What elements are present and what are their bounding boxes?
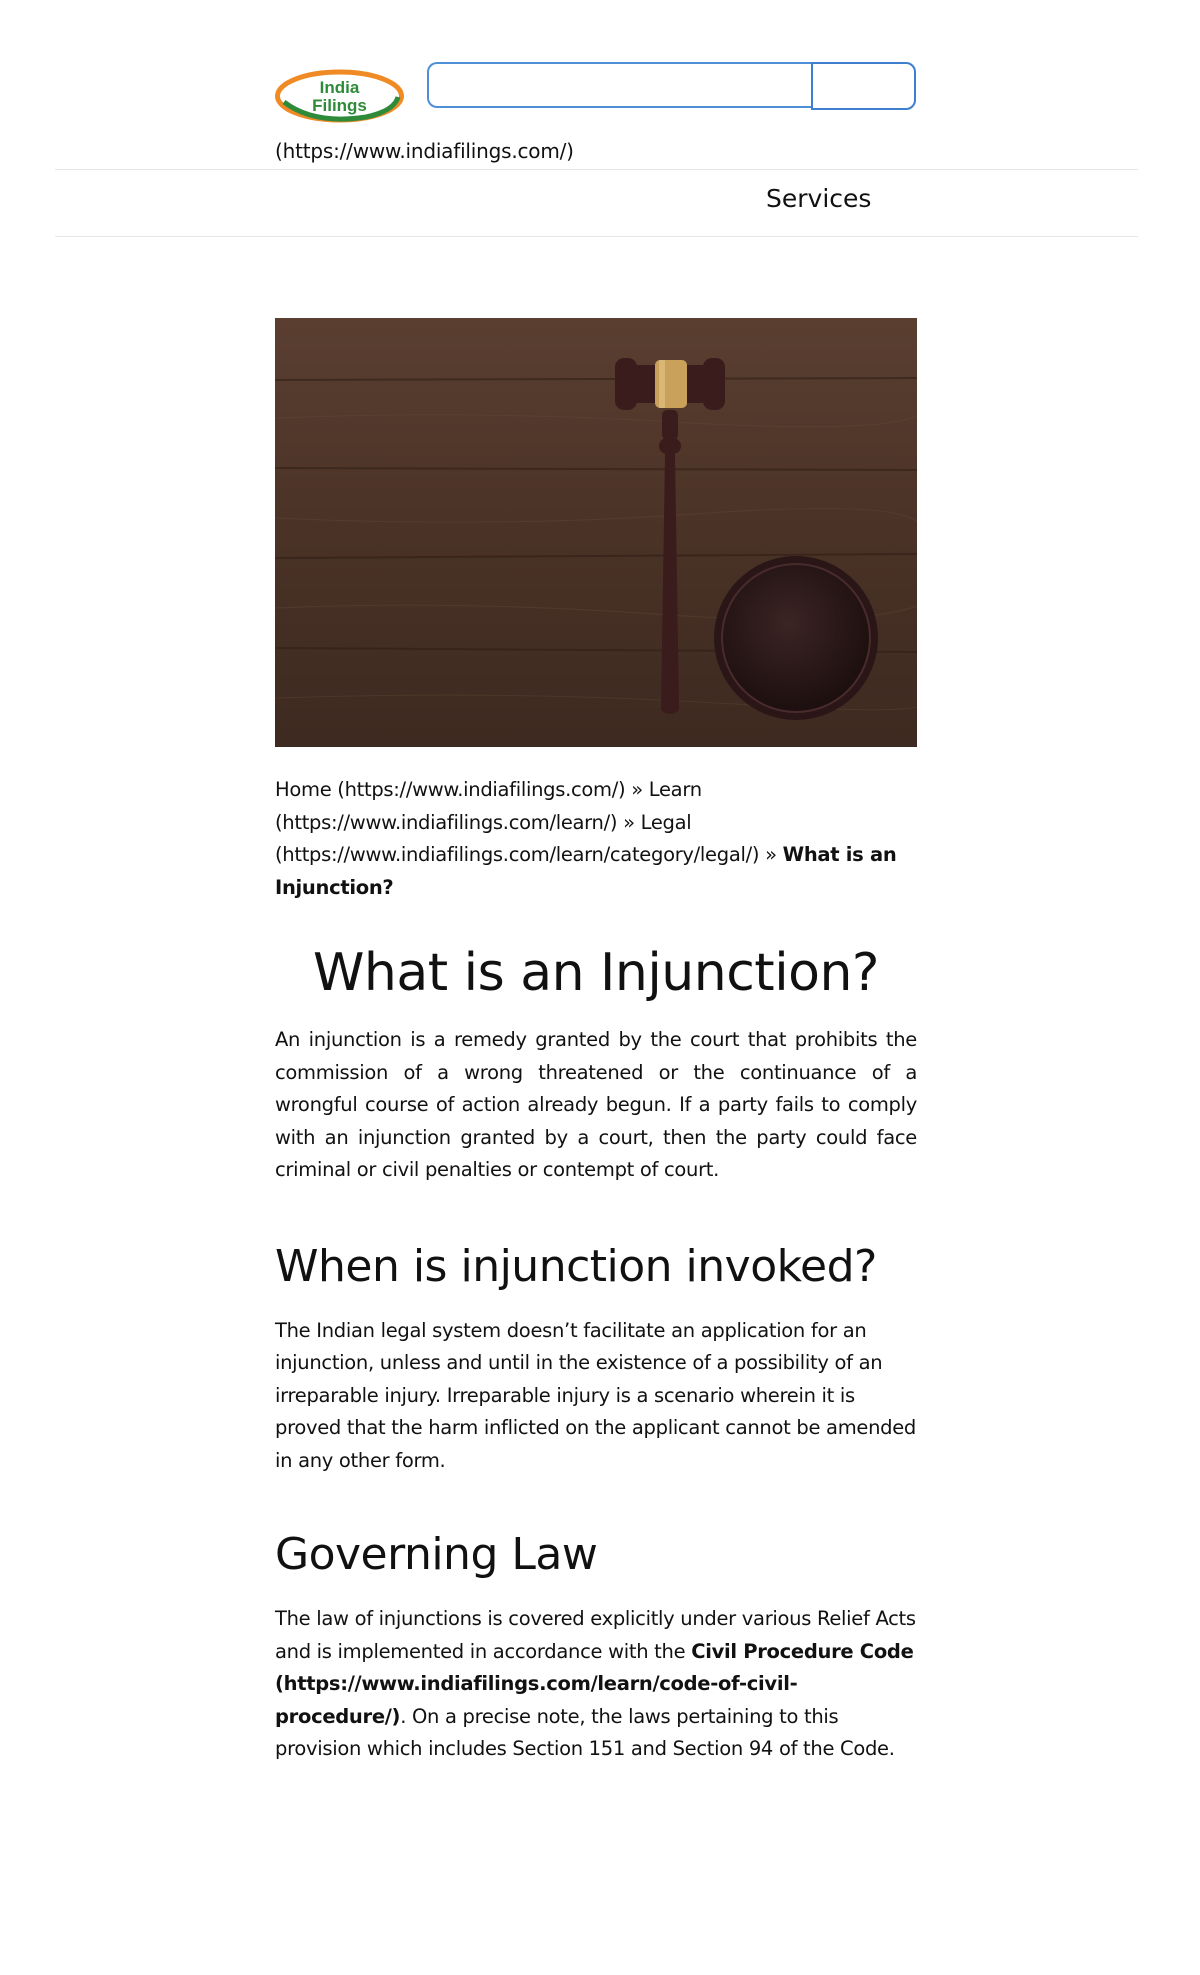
civil-procedure-code-link[interactable]: Civil Procedure Code (https://www.indiafilings.com/learn/code-of-civil-procedure/) <box>275 1639 914 1728</box>
breadcrumb <box>275 774 925 904</box>
page-title: What is an Injunction? <box>312 943 880 1003</box>
nav-divider-bottom <box>55 236 1138 237</box>
heading-when-invoked: When is injunction invoked? <box>275 1240 877 1292</box>
search-button[interactable] <box>811 62 916 110</box>
logo-line1: India <box>319 78 360 97</box>
breadcrumb-separator: » <box>631 778 643 801</box>
logo-url-link[interactable]: (https://www.indiafilings.com/) <box>275 139 574 163</box>
governing-law-text-after: . On a precise note, the laws pertaining to this provision which includes Section 151 and Section 94 of the Code. <box>275 1704 895 1760</box>
when-invoked-paragraph: The Indian legal system doesn’t facilitate an application for an injunction, unless and until in the existence of a possibility of an irreparable injury. Irreparable injury is a scenario wherein it is proved that the harm inflicted on the applicant cannot be amended in any other form. <box>275 1318 916 1472</box>
gavel-image <box>275 318 917 747</box>
breadcrumb-separator: » <box>623 810 635 834</box>
breadcrumb-legal-link[interactable]: Legal (https://www.indiafilings.com/learn/category/legal/) <box>275 810 760 866</box>
article <box>275 940 917 1766</box>
search-input[interactable] <box>427 62 813 108</box>
breadcrumb-separator: » <box>765 843 777 866</box>
intro-paragraph: An injunction is a remedy granted by the court that prohibits the commission of a wrong threatened or the continuance of a wrongful course of action already begun. If a party fails to comply with an injunction granted by a court, then the party could face criminal or civil penalties or contempt of court. <box>275 1028 917 1181</box>
logo-line2: Filings <box>312 96 367 115</box>
indiafilings-logo[interactable] <box>274 69 405 123</box>
site-header <box>0 0 1200 240</box>
governing-law-text-before: The law of injunctions is covered explicitly under various Relief Acts and is implemented in accordance with the <box>275 1607 916 1663</box>
heading-governing-law: Governing Law <box>275 1529 598 1580</box>
breadcrumb-learn-link[interactable]: Learn (https://www.indiafilings.com/learn/) <box>275 778 702 834</box>
governing-law-paragraph <box>275 1603 917 1766</box>
breadcrumb-current: What is an Injunction? <box>275 843 897 899</box>
breadcrumb-home-link[interactable]: Home (https://www.indiafilings.com/) <box>275 778 626 801</box>
nav-services-link[interactable]: Services <box>766 184 872 213</box>
nav-divider-top <box>55 169 1138 170</box>
